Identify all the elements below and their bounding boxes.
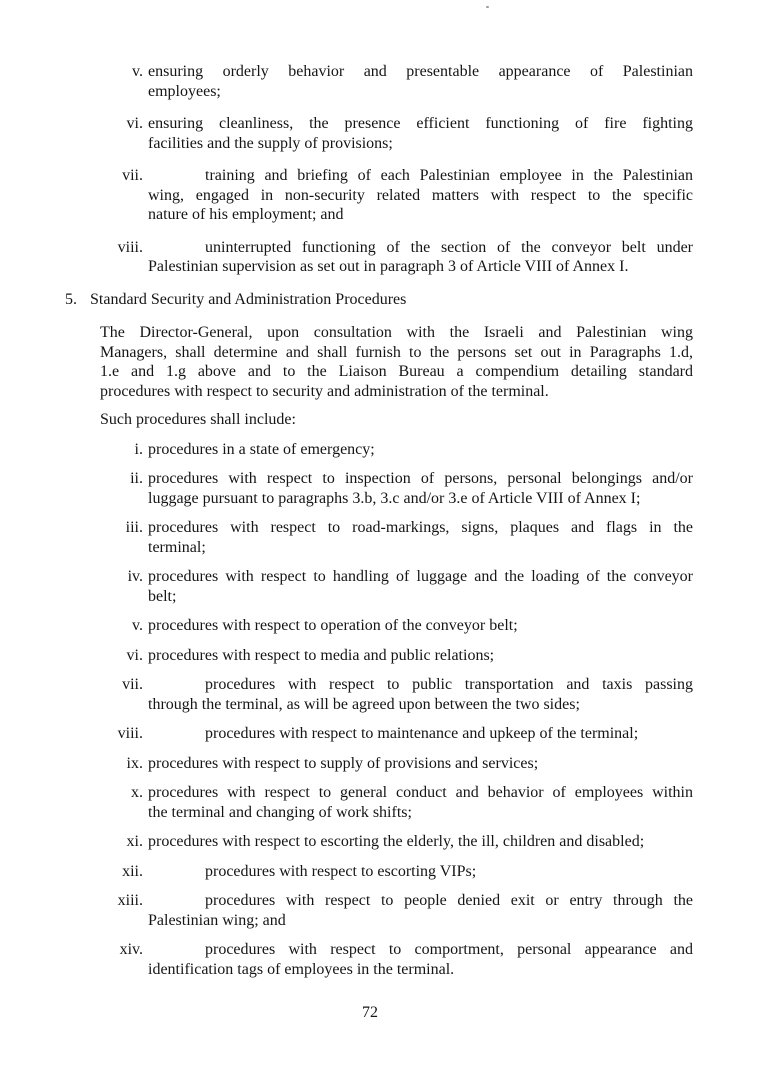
text-line: procedures with respect to handling of luggage and the loading of the conveyor [148,568,693,585]
list-item-text [148,940,693,979]
list-item-numeral: xii. [122,862,143,880]
list-item-text [148,166,693,225]
list-item-numeral: viii. [117,725,143,742]
text-line: procedures with respect to public transportation and taxis passing [205,676,693,693]
text-line: procedures with respect to comportment, personal appearance and [205,941,693,958]
list-item [122,862,693,882]
list-item [125,518,693,557]
list-item-numeral: ii. [130,470,143,487]
list-item [132,616,693,636]
continued-roman-list [0,62,758,277]
list-item-numeral: vii. [122,167,143,184]
list-item-numeral: vii. [122,676,143,693]
list-item [119,940,693,979]
list-item-text [148,646,693,666]
list-item-text [148,832,693,852]
list-item-text [148,567,693,606]
text-line: procedures with respect to people denied exit or entry through the [205,892,693,909]
text-line: Palestinian supervision as set out in paragraph 3 of Article VIII of Annex I. [148,258,629,275]
list-item [126,832,693,852]
list-item-numeral: vi. [126,646,143,664]
section-intro-paragraph [100,323,693,401]
list-item [130,469,693,508]
list-item-text [148,440,693,460]
text-line: procedures with respect to operation of the conveyor belt; [148,617,518,634]
list-item-numeral: i. [134,440,143,458]
text-line: terminal; [148,538,206,556]
list-item [122,675,693,714]
list-item-numeral: ix. [126,754,143,772]
text-line: training and briefing of each Palestinian employee in the Palestinian [205,167,693,184]
text-line: identification tags of employees in the terminal. [148,960,455,978]
list-item [122,166,693,225]
list-item [126,754,693,774]
text-line: procedures with respect to supply of provisions and services; [148,754,539,772]
text-line: procedures with respect to security and administration of the terminal. [100,382,549,400]
text-line: employees; [148,82,221,100]
list-item-numeral: vi. [126,115,143,132]
list-item [131,783,693,822]
text-line: procedures with respect to inspection of persons, personal belongings and/or [148,470,693,487]
list-item-numeral: xi. [126,833,143,850]
text-line: procedures in a state of emergency; [148,440,375,458]
list-item [117,891,693,930]
list-item-text [148,891,693,930]
text-line: uninterrupted functioning of the section of the conveyor belt under [205,238,693,256]
list-item-numeral: viii. [117,238,143,256]
text-line: The Director-General, upon consultation with the Israeli and Palestinian wing [100,324,693,341]
text-line: ensuring orderly behavior and presentable appearance of Palestinian [148,63,693,80]
text-line: Palestinian wing; and [148,911,286,929]
text-line: luggage pursuant to paragraphs 3.b, 3.c and/or 3.e of Article VIII of Annex I; [148,489,641,507]
section-number: 5. [65,290,77,308]
list-item-numeral: xiii. [117,892,143,909]
list-item-text [148,783,693,822]
text-line: ensuring cleanliness, the presence efficient functioning of fire fighting [148,115,693,132]
list-item [134,440,693,460]
list-item-text [148,518,693,557]
text-line: procedures with respect to escorting VIPs; [205,862,477,880]
list-item-text [148,469,693,508]
text-line: Managers, shall determine and shall furnish to the persons set out in Paragraphs 1.d, [100,343,693,361]
list-item-numeral: iii. [125,519,143,536]
list-item-text [148,238,693,277]
text-line: procedures with respect to media and public relations; [148,646,495,664]
page-footer [0,1003,758,1023]
text-line: belt; [148,587,177,605]
list-item [132,62,693,101]
text-line: procedures with respect to escorting the elderly, the ill, children and disabled; [148,833,645,850]
list-item-numeral: v. [132,63,143,80]
section-title: Standard Security and Administration Procedures [90,290,407,308]
list-item [117,724,693,744]
procedures-roman-list [0,440,758,980]
text-line: through the terminal, as will be agreed upon between the two sides; [148,695,580,713]
text-line: procedures with respect to maintenance and upkeep of the terminal; [205,725,639,742]
list-item-text [148,862,693,882]
list-item [126,114,693,153]
list-item-numeral: iv. [127,568,143,585]
text-line: wing, engaged in non-security related matters with respect to the specific [148,186,693,204]
include-label: Such procedures shall include: [100,411,296,428]
list-item-numeral: v. [132,617,143,634]
list-item-text [148,724,693,744]
list-item-numeral: xiv. [119,941,143,958]
list-item-text [148,616,693,636]
text-line: procedures with respect to general conduct and behavior of employees within [148,784,693,801]
text-line: 1.e and 1.g above and to the Liaison Bureau a compendium detailing standard [100,363,693,380]
list-item-text [148,62,693,101]
list-item-text [148,754,693,774]
list-item-text [148,114,693,153]
text-line: facilities and the supply of provisions; [148,134,393,152]
list-item [127,567,693,606]
section-heading [65,290,693,310]
text-line: procedures with respect to road-markings, signs, plaques and flags in the [148,519,693,536]
text-line: the terminal and changing of work shifts; [148,803,412,821]
list-item-numeral: x. [131,784,143,801]
text-line: nature of his employment; and [148,206,344,223]
list-item [126,646,693,666]
list-item [117,238,693,277]
page-number: 72 [362,1004,378,1021]
list-item-text [148,675,693,714]
